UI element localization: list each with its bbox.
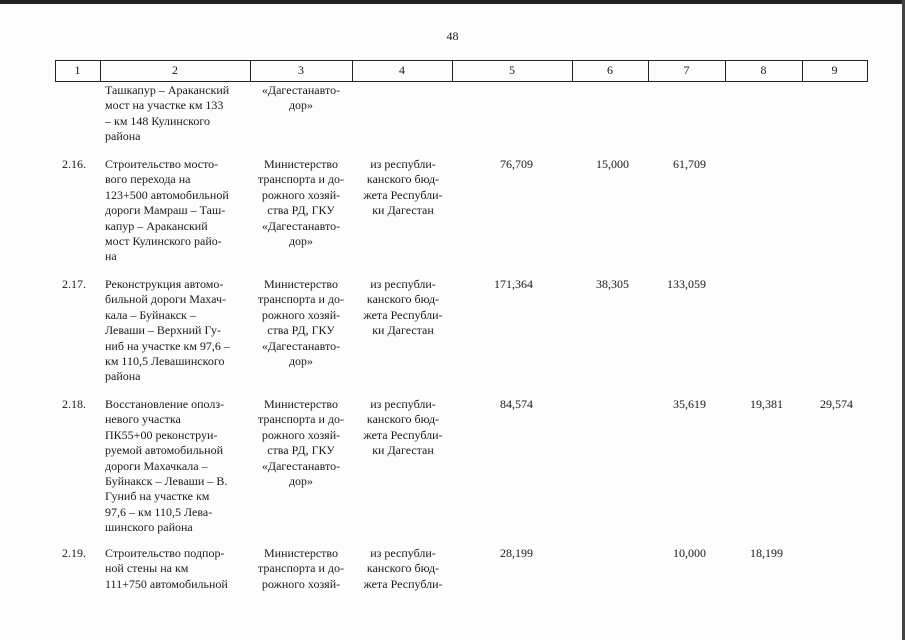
- funding-source-line: из республи-: [370, 397, 436, 411]
- organization-line: Министерство: [264, 157, 338, 171]
- funding-source: [353, 157, 453, 219]
- header-column-divider: [867, 60, 868, 82]
- row-number: 2.18.: [62, 397, 86, 411]
- item-name-line: кала – Буйнакск –: [105, 307, 196, 322]
- organization-line: ства РД, ГКУ: [267, 443, 335, 458]
- row-number: 2.19.: [62, 546, 86, 560]
- column-header-4: 4: [399, 63, 405, 77]
- item-name-line: вого перехода на: [105, 172, 191, 187]
- column-header-6: 6: [607, 63, 613, 77]
- item-name-line: руемой автомобильной: [105, 443, 224, 458]
- funding-source-line: жета Республи-: [363, 187, 443, 202]
- amount-col-6: 15,000: [596, 157, 629, 171]
- header-top-rule: [55, 60, 867, 61]
- item-name-line: 111+750 автомобильной: [105, 576, 228, 591]
- organization-line: «Дагестанавто-: [261, 83, 341, 97]
- funding-source-line: канского бюд-: [366, 412, 440, 427]
- item-name-line: мост Кулинского райо-: [105, 234, 222, 249]
- organization-line: рожного хозяй-: [261, 427, 341, 442]
- item-name-line: 97,6 – км 110,5 Лева-: [105, 504, 213, 519]
- row-number: 2.17.: [62, 277, 86, 291]
- organization-line: рожного хозяй-: [261, 576, 341, 591]
- amount-col-9: 29,574: [820, 397, 853, 411]
- column-header-1: 1: [74, 63, 81, 77]
- funding-source-line: ки Дагестан: [372, 443, 434, 458]
- amount-col-7: 133,059: [667, 277, 706, 291]
- column-header-2: 2: [172, 63, 178, 77]
- page-number: 48: [446, 29, 459, 43]
- amount-col-6: 38,305: [596, 277, 629, 291]
- amount-col-7: 10,000: [673, 546, 706, 560]
- item-name-line: района: [105, 129, 141, 144]
- item-name-line: – км 148 Кулинского: [105, 113, 210, 128]
- responsible-organization: [251, 277, 351, 369]
- organization-line: Министерство: [264, 277, 338, 291]
- funding-source-line: из республи-: [370, 277, 436, 291]
- item-name: [105, 397, 242, 536]
- organization-line: транспорта и до-: [258, 561, 344, 576]
- organization-line: «Дагестанавто-: [261, 458, 341, 473]
- item-name-line: Ташкапур – Араканский: [105, 83, 230, 97]
- funding-source-line: из республи-: [370, 157, 436, 171]
- item-name-line: невого участка: [105, 412, 181, 427]
- organization-line: дор»: [288, 98, 314, 113]
- row-number: 2.16.: [62, 157, 86, 171]
- item-name-line: Леваши – Верхний Гу-: [105, 323, 221, 338]
- amount-col-8: 19,381: [750, 397, 783, 411]
- column-header-8: 8: [760, 63, 767, 77]
- item-name-line: Реконструкция автомо-: [105, 277, 224, 291]
- funding-source-line: канского бюд-: [366, 292, 440, 307]
- organization-line: «Дагестанавто-: [261, 218, 341, 233]
- item-name-line: на: [105, 249, 117, 264]
- page-top-edge: [0, 0, 905, 4]
- item-name-line: ной стены на км: [105, 561, 189, 576]
- header-bottom-rule: [55, 81, 867, 82]
- funding-source-line: жета Республи-: [363, 427, 443, 442]
- organization-line: транспорта и до-: [258, 172, 344, 187]
- item-name-line: ПК55+00 реконструи-: [105, 427, 218, 442]
- item-name-line: района: [105, 369, 141, 384]
- item-name-line: Восстановление ополз-: [105, 397, 225, 411]
- funding-source-line: из республи-: [370, 546, 436, 560]
- item-name-line: бильной дороги Махач-: [105, 292, 226, 307]
- responsible-organization: [251, 546, 351, 592]
- column-header-5: 5: [509, 63, 515, 77]
- funding-source: [353, 546, 453, 592]
- organization-line: ства РД, ГКУ: [267, 323, 335, 338]
- funding-source-line: жета Республи-: [363, 307, 443, 322]
- responsible-organization: [251, 157, 351, 249]
- amount-total: 76,709: [500, 157, 533, 171]
- item-name-line: дороги Махачкала –: [105, 458, 208, 473]
- column-header-3: 3: [298, 63, 304, 77]
- item-name-line: км 110,5 Левашинского: [105, 354, 225, 369]
- item-name-line: Буйнакск – Леваши – В.: [105, 474, 228, 489]
- item-name: [105, 546, 242, 592]
- item-name-line: Строительство подпор-: [105, 546, 225, 560]
- funding-source-line: ки Дагестан: [372, 323, 434, 338]
- funding-source-line: ки Дагестан: [372, 203, 434, 218]
- funding-source-line: жета Республи-: [363, 576, 443, 591]
- responsible-organization: [251, 397, 351, 489]
- item-name-line: Строительство мосто-: [105, 157, 219, 171]
- organization-line: дор»: [288, 354, 314, 369]
- amount-col-8: 18,199: [750, 546, 783, 560]
- column-header-7: 7: [683, 63, 690, 77]
- column-header-9: 9: [831, 63, 838, 77]
- organization-line: «Дагестанавто-: [261, 338, 341, 353]
- funding-source: [353, 397, 453, 459]
- funding-source-line: канского бюд-: [366, 172, 440, 187]
- funding-source-line: канского бюд-: [366, 561, 440, 576]
- amount-col-7: 61,709: [673, 157, 706, 171]
- responsible-organization: [251, 83, 351, 114]
- item-name-line: дороги Мамраш – Таш-: [105, 203, 226, 218]
- organization-line: Министерство: [264, 546, 338, 560]
- item-name-line: 123+500 автомобильной: [105, 187, 229, 202]
- item-name: [105, 83, 242, 145]
- item-name-line: шинского района: [105, 520, 193, 535]
- organization-line: рожного хозяй-: [261, 187, 341, 202]
- organization-line: дор»: [288, 474, 314, 489]
- organization-line: рожного хозяй-: [261, 307, 341, 322]
- item-name-line: капур – Араканский: [105, 218, 208, 233]
- organization-line: дор»: [288, 234, 314, 249]
- item-name-line: мост на участке км 133: [105, 98, 224, 113]
- funding-source: [353, 277, 453, 339]
- amount-total: 171,364: [494, 277, 533, 291]
- item-name-line: ниб на участке км 97,6 –: [105, 338, 230, 353]
- organization-line: транспорта и до-: [258, 292, 344, 307]
- amount-col-7: 35,619: [673, 397, 706, 411]
- organization-line: ства РД, ГКУ: [267, 203, 335, 218]
- amount-total: 84,574: [500, 397, 533, 411]
- organization-line: транспорта и до-: [258, 412, 344, 427]
- organization-line: Министерство: [264, 397, 338, 411]
- item-name-line: Гуниб на участке км: [105, 489, 210, 504]
- item-name: [105, 157, 242, 265]
- item-name: [105, 277, 242, 385]
- amount-total: 28,199: [500, 546, 533, 560]
